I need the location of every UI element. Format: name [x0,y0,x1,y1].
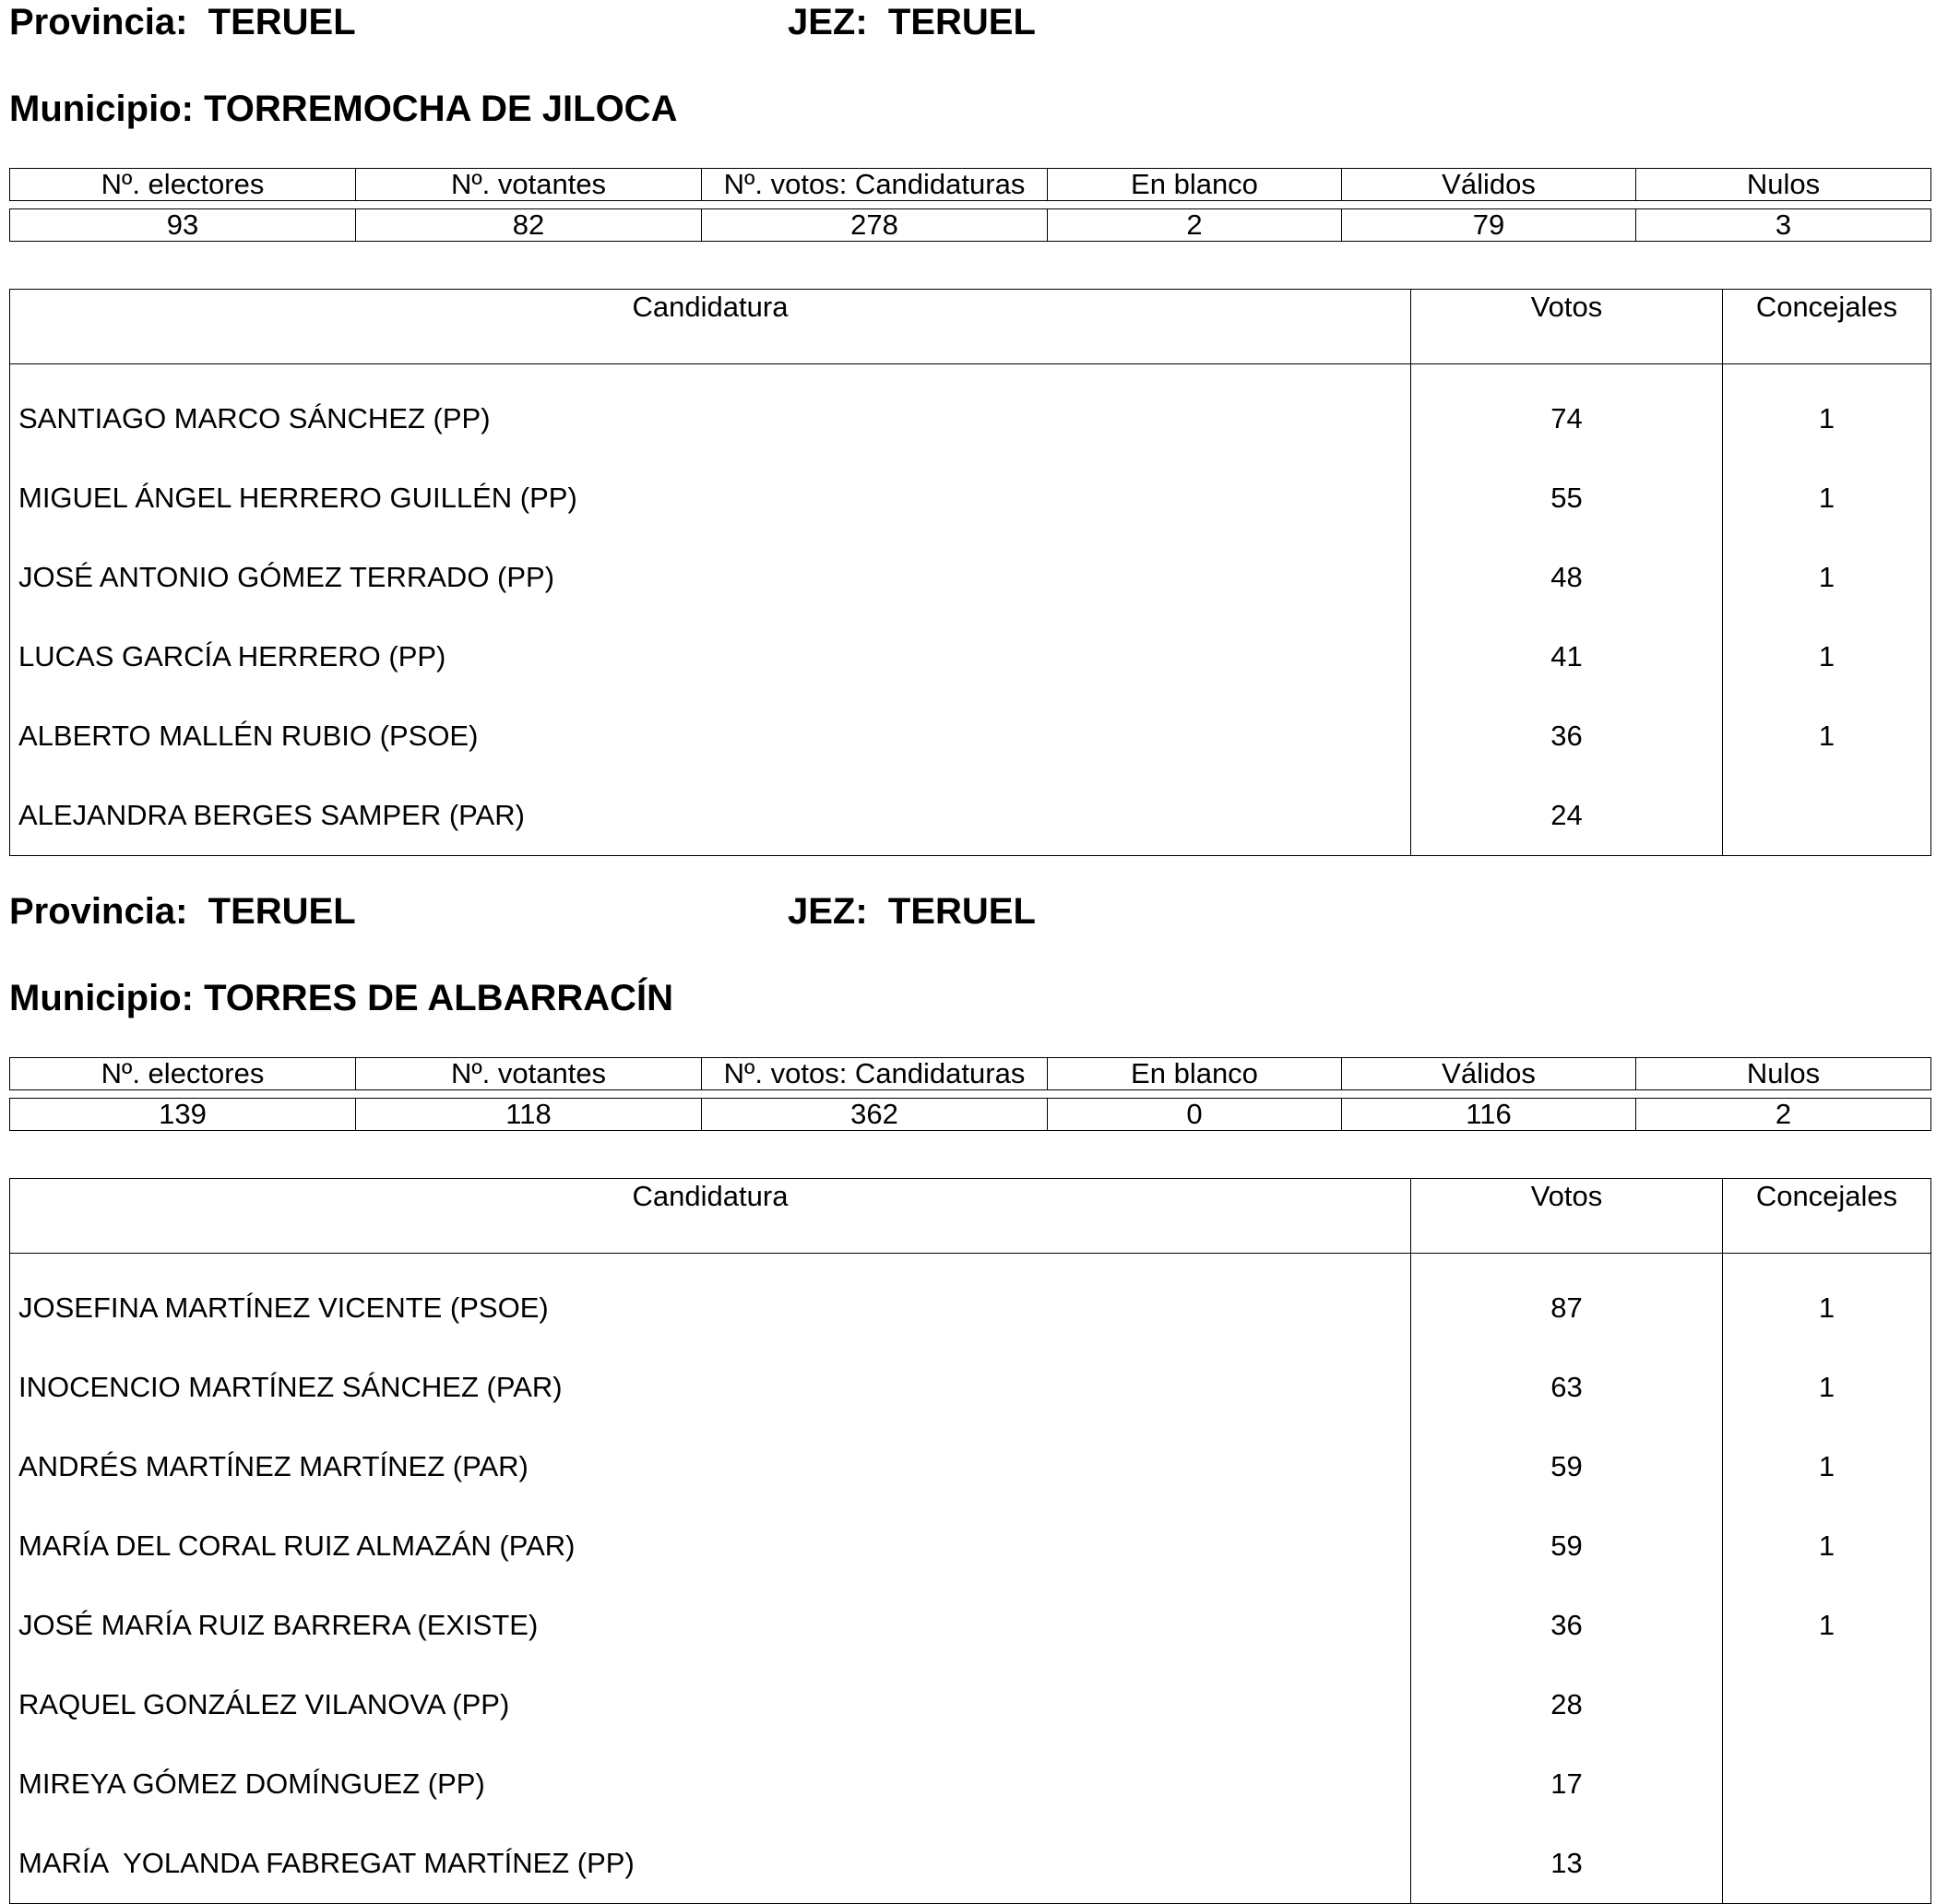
summary-value-votos-candidaturas: 278 [702,209,1048,242]
candidate-votos: 13 [1411,1824,1723,1904]
municipio-value: TORREMOCHA DE JILOCA [204,89,678,129]
candidate-name: ANDRÉS MARTÍNEZ MARTÍNEZ (PAR) [18,1450,529,1482]
jez-heading [788,0,1036,44]
municipio-label: Municipio: [9,89,194,129]
jez-value: TERUEL [887,891,1036,932]
candidate-votos: 28 [1411,1665,1723,1744]
summary-value-validos: 79 [1342,209,1636,242]
candidate-concejales [1723,1824,1931,1904]
candidate-votos: 36 [1411,696,1723,776]
summary-value-validos: 116 [1342,1099,1636,1131]
candidate-concejales: 1 [1723,1254,1931,1349]
summary-header-validos: Válidos [1342,169,1636,201]
summary-value-electores: 139 [10,1099,356,1131]
summary-header-row [10,1058,1931,1090]
candidate-row [10,1506,1931,1586]
candidate-concejales [1723,776,1931,856]
summary-header-votantes: Nº. votantes [356,169,702,201]
candidate-name: JOSEFINA MARTÍNEZ VICENTE (PSOE) [18,1291,549,1324]
jez-heading [788,889,1036,934]
summary-values-table [9,1098,1931,1131]
candidates-table [9,289,1931,856]
jez-value: TERUEL [887,2,1036,42]
municipio-value: TORRES DE ALBARRACÍN [204,978,673,1018]
candidate-name: INOCENCIO MARTÍNEZ SÁNCHEZ (PAR) [18,1371,563,1403]
candidate-concejales: 1 [1723,1427,1931,1506]
summary-value-row [10,1099,1931,1131]
header-concejales: Concejales [1723,290,1931,364]
candidate-name: ALBERTO MALLÉN RUBIO (PSOE) [18,720,479,752]
summary-values-table [9,208,1931,242]
candidate-row [10,776,1931,856]
candidates-table [9,1178,1931,1904]
candidate-row [10,364,1931,459]
summary-value-votantes: 82 [356,209,702,242]
summary-header-nulos: Nulos [1636,169,1931,201]
municipio-heading [9,87,677,131]
header-concejales: Concejales [1723,1179,1931,1254]
candidate-concejales [1723,1665,1931,1744]
candidate-votos: 36 [1411,1586,1723,1665]
candidate-concejales: 1 [1723,617,1931,696]
candidate-votos: 48 [1411,538,1723,617]
candidate-name: MARÍA YOLANDA FABREGAT MARTÍNEZ (PP) [18,1847,635,1879]
candidate-row [10,1824,1931,1904]
candidate-votos: 87 [1411,1254,1723,1349]
header-votos: Votos [1411,1179,1723,1254]
section-torremocha [9,0,1930,844]
candidate-row [10,1427,1931,1506]
candidate-row [10,617,1931,696]
candidate-name: RAQUEL GONZÁLEZ VILANOVA (PP) [18,1688,510,1720]
candidate-concejales: 1 [1723,1506,1931,1586]
header-candidatura: Candidatura [10,290,1411,364]
candidate-row [10,538,1931,617]
candidate-row [10,458,1931,538]
summary-header-electores: Nº. electores [10,1058,356,1090]
summary-value-electores: 93 [10,209,356,242]
provincia-value: TERUEL [208,2,356,42]
candidates-header-row [10,290,1931,364]
candidate-name: MARÍA DEL CORAL RUIZ ALMAZÁN (PAR) [18,1529,576,1562]
summary-header-votos-candidaturas: Nº. votos: Candidaturas [702,1058,1048,1090]
candidate-votos: 17 [1411,1744,1723,1824]
provincia-label: Provincia: [9,2,188,42]
candidates-header-row [10,1179,1931,1254]
summary-value-row [10,209,1931,242]
section-torres-de-albarracin [9,889,1930,1890]
jez-label: JEZ: [788,891,868,932]
header-votos: Votos [1411,290,1723,364]
candidate-votos: 74 [1411,364,1723,459]
summary-value-en-blanco: 2 [1048,209,1342,242]
summary-header-validos: Válidos [1342,1058,1636,1090]
candidate-name: ALEJANDRA BERGES SAMPER (PAR) [18,799,525,831]
summary-value-nulos: 2 [1636,1099,1931,1131]
candidate-concejales: 1 [1723,458,1931,538]
candidate-row [10,696,1931,776]
provincia-label: Provincia: [9,891,188,932]
candidate-votos: 55 [1411,458,1723,538]
summary-value-en-blanco: 0 [1048,1099,1342,1131]
summary-table [9,168,1931,201]
summary-header-votos-candidaturas: Nº. votos: Candidaturas [702,169,1048,201]
candidate-name: JOSÉ MARÍA RUIZ BARRERA (EXISTE) [18,1609,539,1641]
candidate-votos: 59 [1411,1427,1723,1506]
summary-header-nulos: Nulos [1636,1058,1931,1090]
candidate-name: JOSÉ ANTONIO GÓMEZ TERRADO (PP) [18,561,555,593]
candidate-row [10,1744,1931,1824]
provincia-value: TERUEL [208,891,356,932]
provincia-heading [9,0,356,44]
municipio-label: Municipio: [9,978,194,1018]
candidate-row [10,1254,1931,1349]
candidate-concejales: 1 [1723,1586,1931,1665]
candidate-concejales: 1 [1723,364,1931,459]
summary-table [9,1057,1931,1090]
summary-header-votantes: Nº. votantes [356,1058,702,1090]
summary-header-en-blanco: En blanco [1048,1058,1342,1090]
candidate-concejales: 1 [1723,538,1931,617]
candidate-votos: 41 [1411,617,1723,696]
candidate-concejales: 1 [1723,696,1931,776]
summary-header-row [10,169,1931,201]
summary-header-electores: Nº. electores [10,169,356,201]
candidate-row [10,1348,1931,1427]
municipio-heading [9,976,673,1020]
candidate-row [10,1586,1931,1665]
candidate-row [10,1665,1931,1744]
candidate-name: MIREYA GÓMEZ DOMÍNGUEZ (PP) [18,1767,485,1800]
provincia-heading [9,889,356,934]
summary-value-votos-candidaturas: 362 [702,1099,1048,1131]
summary-value-nulos: 3 [1636,209,1931,242]
candidate-name: LUCAS GARCÍA HERRERO (PP) [18,640,446,672]
jez-label: JEZ: [788,2,868,42]
candidate-concejales: 1 [1723,1348,1931,1427]
candidate-concejales [1723,1744,1931,1824]
candidate-votos: 59 [1411,1506,1723,1586]
summary-value-votantes: 118 [356,1099,702,1131]
candidate-votos: 24 [1411,776,1723,856]
candidate-name: MIGUEL ÁNGEL HERRERO GUILLÉN (PP) [18,482,577,514]
summary-header-en-blanco: En blanco [1048,169,1342,201]
candidate-votos: 63 [1411,1348,1723,1427]
candidate-name: SANTIAGO MARCO SÁNCHEZ (PP) [18,402,491,434]
header-candidatura: Candidatura [10,1179,1411,1254]
